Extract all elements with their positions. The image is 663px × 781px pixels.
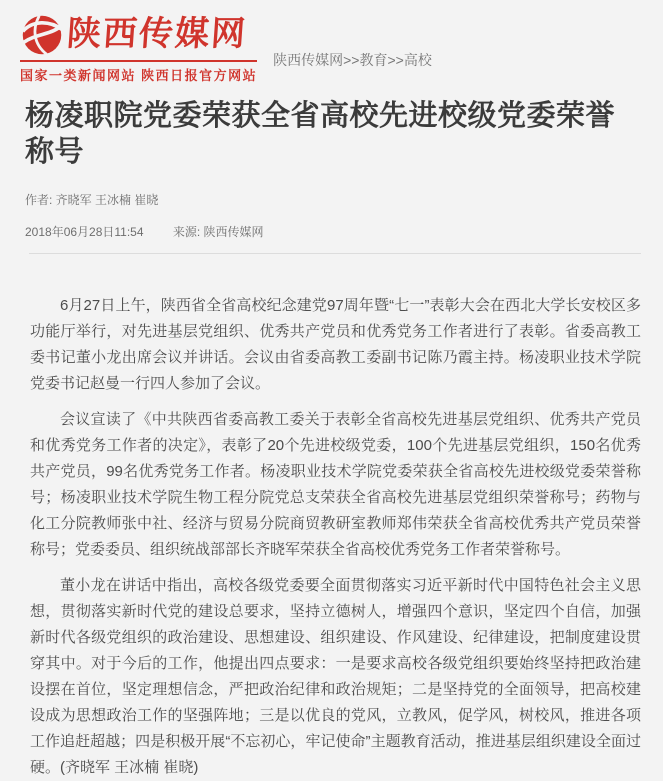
breadcrumb-item-education[interactable]: 教育: [359, 52, 388, 68]
breadcrumb-item-home[interactable]: 陕西传媒网: [273, 52, 344, 68]
breadcrumb-item-colleges[interactable]: 高校: [403, 52, 432, 68]
breadcrumb-separator: >>: [387, 52, 404, 68]
logo-divider: [20, 60, 257, 62]
meta-divider: [29, 253, 641, 254]
article-author-line: 作者: 齐晓军 王冰楠 崔晓: [25, 192, 159, 207]
site-header: [0, 0, 663, 84]
article-meta-line: [25, 223, 641, 240]
source-label: 来源: 陕西传媒网: [172, 224, 264, 239]
breadcrumb: [273, 50, 432, 70]
article: [0, 98, 663, 781]
article-body: [25, 293, 641, 781]
logo-row: [20, 13, 257, 57]
site-name: 陕西传媒网: [65, 15, 249, 54]
publish-time: 2018年06月28日11:54: [25, 224, 144, 239]
article-title: 杨凌职院党委荣获全省高校先进校级党委荣誉称号: [25, 100, 616, 169]
article-paragraph: 董小龙在讲话中指出，高校各级党委要全面贯彻落实习近平新时代中国特色社会主义思想，贯彻落实新时代党的建设总要求，坚持立德树人，增强四个意识，坚定四个自信，加强新时代各级党组织的政治建设、思想建设、组织建设、作风建设、纪律建设，把制度建设贯穿其中。对于今后的工作，他提出四点要求：一是要求高校各级党组织要始终坚持把政治建设摆在首位，坚定理想信念，严把政治纪律和政治规矩；二是坚持党的全面领导，把高校建设成为思想政治工作的坚强阵地；三是以优良的党风，立教风，促学风，树校风，推进各项工作追赶超越；四是积极开展“不忘初心，牢记使命”主题教育活动，推进基层组织建设全面过硬。(齐晓军 王冰楠 崔晓): [30, 576, 641, 776]
article-paragraph: 6月27日上午，陕西省全省高校纪念建党97周年暨“七一”表彰大会在西北大学长安校区多功能厅举行，对先进基层党组织、优秀共产党员和优秀党务工作者进行了表彰。省委高教工委书记董小龙出席会议并讲话。会议由省委高教工委副书记陈乃霞主持。杨凌职业技术学院党委书记赵曼一行四人参加了会议。: [30, 296, 641, 392]
breadcrumb-separator: >>: [343, 52, 360, 68]
site-tagline: 国家一类新闻网站 陕西日报官方网站: [20, 68, 258, 83]
article-paragraph: 会议宣读了《中共陕西省委高教工委关于表彰全省高校先进基层党组织、优秀共产党员和优秀党务工作者的决定》，表彰了20个先进校级党委，100个先进基层党组织，150名优秀共产党员，99名优秀党务工作者。杨凌职业技术学院党委荣获全省高校先进校级党委荣誉称号；杨凌职业技术学院生物工程分院党总支荣获全省高校先进基层党组织荣誉称号；药物与化工分院教师张中社、经济与贸易分院商贸教研室教师郑伟荣获全省高校优秀共产党员荣誉称号；党委委员、组织统战部部长齐晓军荣获全省高校优秀党务工作者荣誉称号。: [30, 410, 641, 558]
globe-icon: [20, 13, 64, 57]
site-logo[interactable]: [20, 13, 257, 84]
